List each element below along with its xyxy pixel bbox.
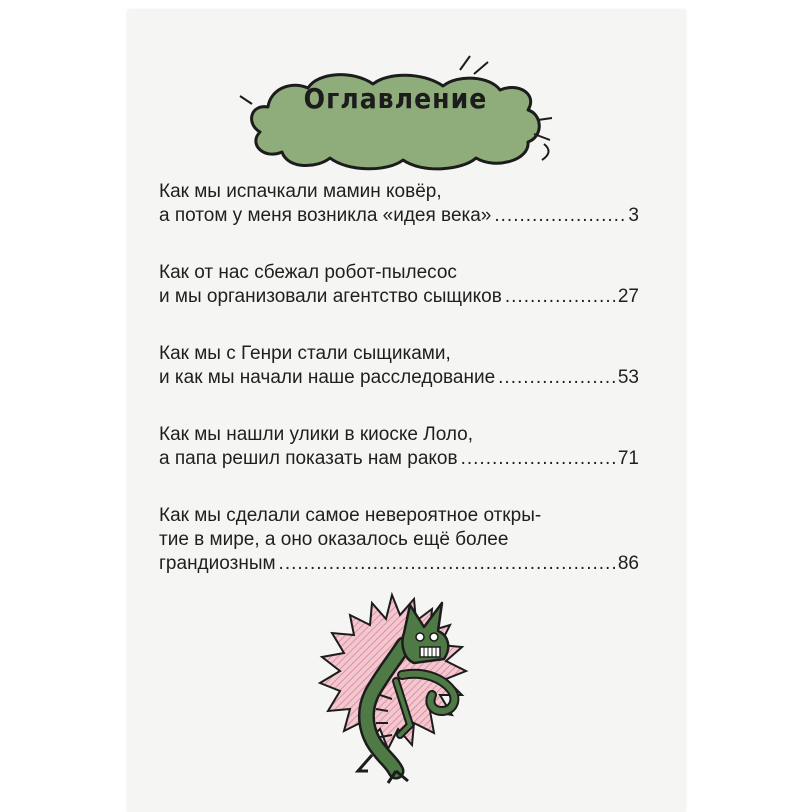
toc-entry-line: Как мы сделали самое невероятное откры- <box>159 505 542 526</box>
toc-entry-line: и мы организовали агентство сыщиков <box>159 286 502 307</box>
heading-cloud <box>238 52 558 184</box>
toc-entry[interactable] <box>159 423 649 471</box>
toc-entry[interactable] <box>159 504 649 576</box>
toc-entry[interactable] <box>159 180 649 228</box>
page-number: 53 <box>617 367 639 388</box>
toc-entry-line: грандиозным <box>159 553 276 574</box>
table-of-contents <box>159 180 649 609</box>
page-number: 86 <box>617 553 639 574</box>
toc-entry-line: а папа решил показать нам раков <box>159 448 458 469</box>
dot-leader <box>279 552 615 576</box>
toc-entry-line: и как мы начали наше расследование <box>159 367 496 388</box>
cloud-shape <box>238 52 558 184</box>
page-number: 71 <box>617 448 639 469</box>
toc-entry-line: Как мы испачкали мамин ковёр, <box>159 181 442 202</box>
toc-entry-line: Как мы нашли улики в киоске Лоло, <box>159 424 473 445</box>
toc-entry-line: Как мы с Генри стали сыщиками, <box>159 343 451 364</box>
dot-leader <box>505 285 615 309</box>
dot-leader <box>498 366 615 390</box>
page-title: Оглавление <box>303 82 488 115</box>
toc-entry[interactable] <box>159 261 649 309</box>
page-number: 3 <box>628 205 639 226</box>
toc-entry-line: Как от нас сбежал робот-пылесос <box>159 262 457 283</box>
page-number: 27 <box>617 286 639 307</box>
toc-entry-line: а потом у меня возникла «идея века» <box>159 205 492 226</box>
toc-entry-line: тие в мире, а оно оказалось ещё более <box>159 529 509 550</box>
dot-leader <box>461 447 615 471</box>
toc-entry[interactable] <box>159 342 649 390</box>
dot-leader <box>494 204 625 228</box>
dragon-illustration <box>292 575 492 785</box>
